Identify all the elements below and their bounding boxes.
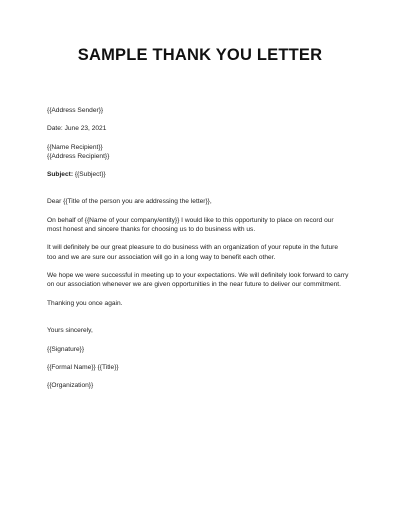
- address-sender: {{Address Sender}}: [47, 107, 104, 114]
- organization: {{Organization}}: [47, 382, 94, 390]
- formal-name-title: {{Formal Name}} {{Title}}: [47, 363, 119, 371]
- signature: {{Signature}}: [47, 345, 85, 353]
- closing: Yours sincerely,: [47, 327, 93, 335]
- letter-body: [47, 106, 367, 390]
- letter-title: SAMPLE THANK YOU LETTER: [77, 46, 323, 64]
- salutation: Dear {{Title of the person you are addressing the letter}},: [47, 198, 212, 206]
- subject-label: Subject:: [47, 171, 74, 179]
- paragraph-2-line-1: It will definitely be our great pleasure to do business with an organization of your repute in the future: [47, 244, 339, 252]
- paragraph-3-line-1: We hope we were successful in meeting up to your expectations. We will definitely look forward to carry: [47, 271, 349, 279]
- name-recipient: {{Name Recipient}}: [47, 143, 103, 151]
- subject-line: [47, 170, 367, 179]
- subject-value: {{Subject}}: [73, 171, 106, 179]
- thanks-line: Thanking you once again.: [47, 299, 123, 307]
- paragraph-3-line-2: on our association whenever we are given opportunities in the near future to deliver our commitment.: [47, 281, 341, 289]
- address-recipient: {{Address Recipient}}: [47, 152, 110, 160]
- letter-date: Date: June 23, 2021: [47, 125, 107, 133]
- paragraph-2-line-2: too and we are sure our association will go in a long way to benefit each other.: [47, 253, 276, 261]
- paragraph-1-line-2: most honest and sincere thanks for choosing us to do business with us.: [47, 225, 256, 233]
- paragraph-1-line-1: On behalf of {{Name of your company/entity}} I would like to this opportunity to place on record our: [47, 216, 334, 224]
